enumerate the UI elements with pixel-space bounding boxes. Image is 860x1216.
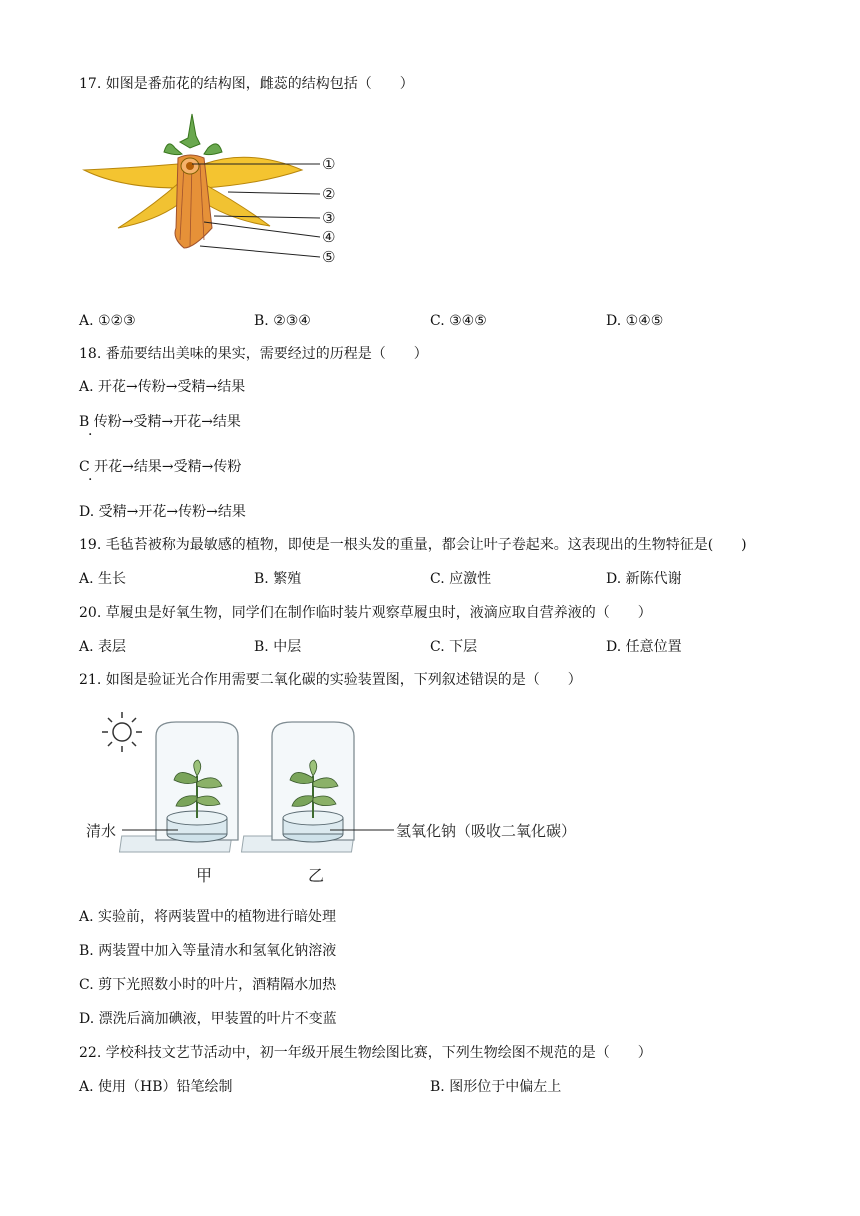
q20-option-c: C. 下层 [430,639,478,655]
q19-option-c: C. 应激性 [430,571,492,587]
q21-option-a: A. 实验前，将两装置中的植物进行暗处理 [79,909,337,925]
label-sodium-hydroxide: 氢氧化钠（吸收二氧化碳） [396,822,577,840]
q21-option-d: D. 漂洗后滴加碘液，甲装置的叶片不变蓝 [79,1011,337,1027]
q18-option-b: B 传粉→受精→开花→结果 [79,414,241,430]
label-jar-a: 甲 [196,866,213,885]
question-18-stem: 18. 番茄要结出美味的果实，需要经过的历程是（ ） [79,346,428,362]
q17-option-a: A. ①②③ [79,313,136,329]
callout-1: ① [322,155,336,173]
callout-3: ③ [322,209,336,227]
tomato-flower-diagram [80,108,350,270]
q18-option-c: C 开花→结果→受精→传粉 [79,459,242,475]
sun-icon [102,712,142,752]
q19-option-b: B. 繁殖 [254,571,302,587]
q21-option-b: B. 两装置中加入等量清水和氢氧化钠溶液 [79,943,337,959]
option-dot-c: · [88,472,93,488]
q18-option-d: D. 受精→开花→传粉→结果 [79,504,246,520]
q17-option-d: D. ①④⑤ [606,313,664,329]
q18-option-a: A. 开花→传粉→受精→结果 [79,379,246,395]
q19-option-a: A. 生长 [79,571,127,587]
q22-option-b: B. 图形位于中偏左上 [430,1079,562,1095]
question-20-stem: 20. 草履虫是好氧生物，同学们在制作临时装片观察草履虫时，液滴应取自营养液的（ ） [79,605,652,621]
question-21-stem: 21. 如图是验证光合作用需要二氧化碳的实验装置图，下列叙述错误的是（ ） [79,672,582,688]
callout-5: ⑤ [322,248,336,266]
label-jar-b: 乙 [308,866,325,885]
q19-option-d: D. 新陈代谢 [606,571,682,587]
label-clear-water: 清水 [86,822,117,840]
q20-option-a: A. 表层 [79,639,127,655]
callout-2: ② [322,185,336,203]
q21-option-c: C. 剪下光照数小时的叶片，酒精隔水加热 [79,977,337,993]
q17-option-b: B. ②③④ [254,313,311,329]
q20-option-d: D. 任意位置 [606,639,682,655]
jar-b [241,722,354,852]
callout-4: ④ [322,228,336,246]
q22-option-a: A. 使用（HB）铅笔绘制 [79,1079,233,1095]
q17-option-c: C. ③④⑤ [430,313,487,329]
jar-a [119,722,238,852]
question-17-stem: 17. 如图是番茄花的结构图，雌蕊的结构包括（ ） [79,76,414,92]
question-22-stem: 22. 学校科技文艺节活动中，初一年级开展生物绘图比赛，下列生物绘图不规范的是（ ） [79,1045,652,1061]
photosynthesis-apparatus-diagram [86,706,596,888]
option-dot-b: · [88,427,93,443]
question-19-stem: 19. 毛毡苔被称为最敏感的植物，即使是一根头发的重量，都会让叶子卷起来。这表现出的生物特征是( ) [79,537,747,553]
q20-option-b: B. 中层 [254,639,302,655]
